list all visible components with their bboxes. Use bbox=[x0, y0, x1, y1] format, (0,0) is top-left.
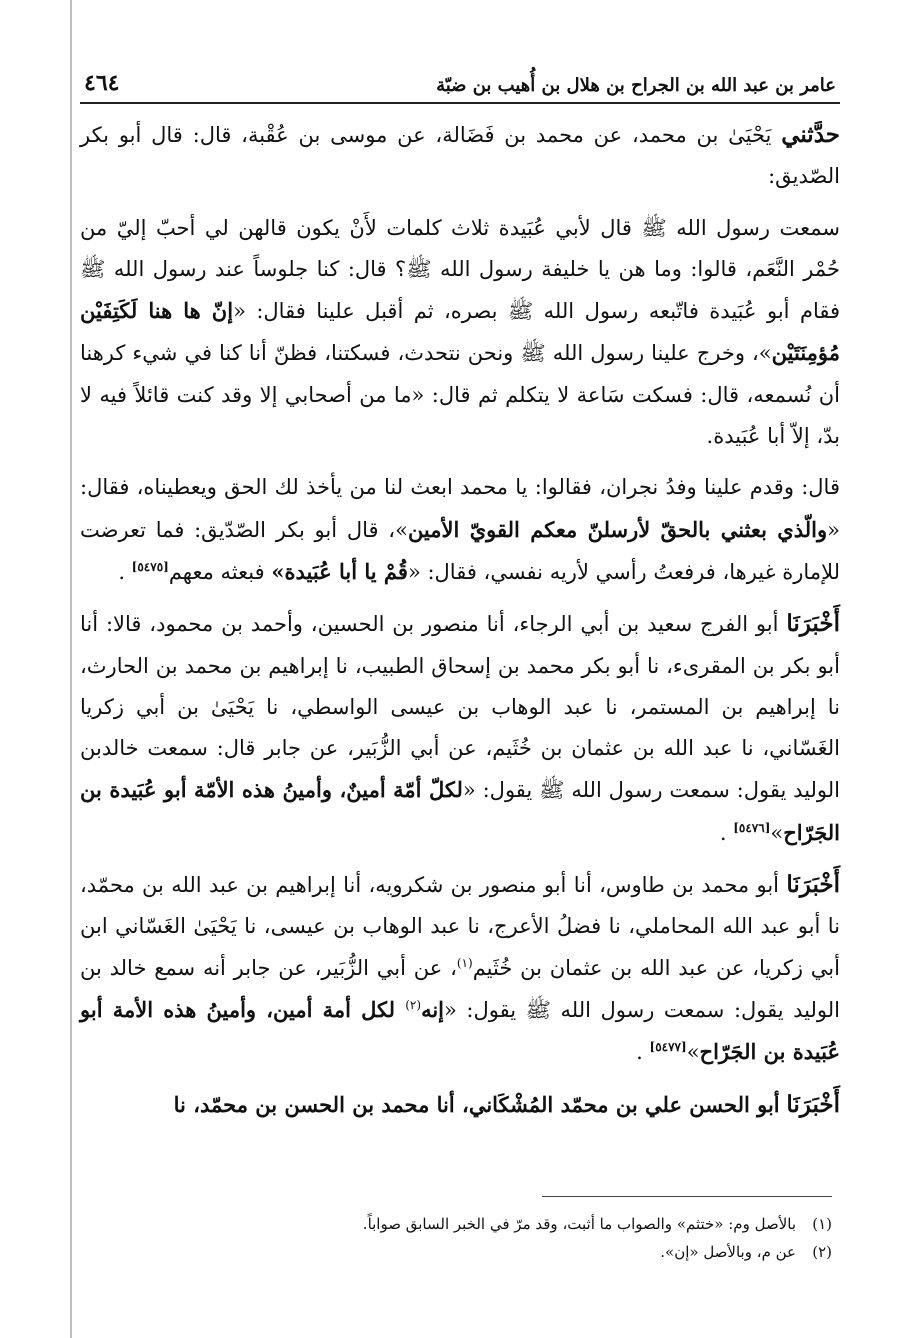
footnote-text: عن م، وبالأصل «إن». bbox=[660, 1243, 796, 1261]
paragraph-text: أبو محمد بن طاوس، أنا أبو منصور بن شكرويه، أنا إبراهيم بن عبد الله بن محمّد، نا أبو عبد الله المحاملي، نا فضلُ الأعرج، نا عبد الوهاب بن عيسى، نا يَحْيَىٰ الغَسّاني ابن أبي زكريا، عن عبد الله بن عثمان بن خُثَيم bbox=[80, 873, 840, 980]
page-number: ٤٦٤ bbox=[84, 70, 120, 96]
hadith-quote: قُمْ يا أبا عُبَيدة» bbox=[271, 558, 408, 584]
paragraph-text: ، عن أبي الزُّبَير، عن جابر أنه سمع خالد بن الوليد يقول: سمعت رسول الله ﷺ يقول: « bbox=[80, 955, 840, 1022]
footnote bbox=[112, 1210, 832, 1238]
paragraph-text: » bbox=[770, 820, 784, 845]
hadith-reference-number: [٥٤٧٧] bbox=[649, 1040, 687, 1055]
hadith-quote: أبو الحسن علي بن محمّد المُشْكَاني، أنا محمد بن الحسن بن محمّد، نا bbox=[173, 1091, 780, 1117]
page-content bbox=[80, 52, 840, 1136]
footnote-number: (١) bbox=[812, 1215, 832, 1233]
paragraph-lead: أَخْبَرَنَا bbox=[786, 610, 840, 638]
paragraph-lead: أَخْبَرَنَا bbox=[786, 1090, 840, 1118]
paragraph-text: يَحْيَىٰ بن محمد، عن محمد بن فَضَالة، عن موسى بن عُقْبة، قال: قال أبو بكر الصّديق: bbox=[80, 123, 840, 189]
paragraph: قال: وقدم علينا وفدُ نجران، فقالوا: يا محمد ابعث لنا من يأخذ لك الحق ويعطيناه، فقال: «والّذي بعثني بالحقّ لأرسلنّ معكم القويّ الأمين»، قال أبو بكر الصّدّيق: فما تعرضت للإمارة غيرها، فرفعتُ رأسي لأريه نفسي، فقال: «قُمْ يا أبا عُبَيدة» فبعثه معهم[٥٤٧٥] . bbox=[80, 475, 840, 584]
paragraph-text: أبو الفرج سعيد بن أبي الرجاء، أنا منصور بن الحسين، وأحمد بن محمود، قالا: أنا أبو بكر بن المقرىء، نا أبو بكر محمد بن إسحاق الطبيب، نا إبراهيم بن محمد بن الحارث، نا إبراهيم بن المستمر، نا عبد الوهاب بن عيسى الواسطي، نا يَحْيَىٰ بن أبي زكريا الغَسّاني، نا عبد الله بن عثمان بن خُثَيم، عن أبي الزُّبَير، عن جابر قال: سمعت خالدبن الوليد يقول: سمعت رسول الله ﷺ يقول: « bbox=[80, 612, 841, 803]
hadith-quote: إنّ ها هنا لَكَتِفَيْن مُؤمِنَتَيْن bbox=[80, 298, 840, 366]
hadith-reference-number: [٥٤٧٦] bbox=[733, 820, 771, 835]
footnote-marker: (١) bbox=[456, 955, 473, 970]
header-rule bbox=[80, 102, 840, 104]
footnote-text: بالأصل وم: «ختثم» والصواب ما أثبت، وقد مرّ في الخبر السابق صواباً. bbox=[362, 1215, 796, 1233]
paragraph bbox=[80, 114, 840, 198]
footnote-number: (٢) bbox=[812, 1243, 832, 1261]
paragraph-text: » bbox=[686, 1040, 700, 1065]
paragraph-text: »، قال أبو بكر الصّدّيق: فما تعرضت للإمارة غيرها، فرفعتُ رأسي لأريه نفسي، فقال: « bbox=[80, 517, 840, 584]
hadith-quote: إنه bbox=[421, 996, 445, 1022]
footnote bbox=[112, 1238, 832, 1266]
body-text bbox=[80, 114, 840, 1126]
paragraph-text: سمعت رسول الله ﷺ قال لأبي عُبَيدة ثلاث كلمات لأَنْ يكون قالهن لي أحبّ إليّ من حُمْر النَّعَم، قالوا: وما هن يا خليفة رسول الله ﷺ؟ قال: كنا جلوساً عند رسول الله ﷺ فقام أبو عُبَيدة فاتّبعه رسول الله ﷺ بصره، ثم أقبل علينا فقال: « bbox=[80, 215, 841, 324]
paragraph-text: »، وخرج علينا رسول الله ﷺ ونحن نتحدث، فسكتنا، فظنّ أنا كنا في شيء كرهنا أن نُسمعه، قال: فسكت سَاعة لا يتكلم ثم قال: «ما من أصحابي إلا وقد كنت قائلاً فيه لا بدّ، إلاّ أبا عُبَيدة. bbox=[80, 341, 840, 449]
footnotes bbox=[112, 1210, 832, 1266]
hadith-quote: والّذي بعثني بالحقّ لأرسلنّ معكم القويّ الأمين bbox=[407, 516, 828, 542]
paragraph-lead: حدَّثني bbox=[781, 121, 840, 148]
page-spine bbox=[70, 0, 72, 1338]
hadith-reference-number: [٥٤٧٥] bbox=[131, 559, 169, 574]
paragraph: أَخْبَرَنَا أبو الفرج سعيد بن أبي الرجاء، أنا منصور بن الحسين، وأحمد بن محمود، قالا: أنا أبو بكر بن المقرىء، نا أبو بكر محمد بن إسحاق الطبيب، نا إبراهيم بن محمد بن الحارث، نا إبراهيم بن المستمر، نا عبد الوهاب بن عيسى الواسطي، نا يَحْيَىٰ بن أبي زكريا الغَسّاني، نا عبد الله بن عثمان بن خُثَيم، عن أبي الزُّبَير، عن جابر قال: سمعت خالدبن الوليد يقول: سمعت رسول الله ﷺ يقول: «لكلّ أمّة أمينٌ، وأمينُ هذه الأمّة أبو عُبَيدة بن الجَرّاح»[٥٤٧٦] . bbox=[80, 610, 841, 845]
footnote-marker: (٢) bbox=[405, 997, 422, 1012]
paragraph bbox=[80, 208, 840, 458]
running-title: عامر بن عبد الله بن الجراح بن هلال بن أُهيب بن ضبّة bbox=[436, 75, 836, 96]
page-header bbox=[80, 52, 840, 96]
paragraph bbox=[80, 1084, 840, 1126]
footnote-rule bbox=[542, 1196, 832, 1197]
paragraph-lead: أَخْبَرَنَا bbox=[786, 871, 841, 899]
paragraph-text: فبعثه معهم bbox=[168, 559, 272, 584]
paragraph-text: قال: وقدم علينا وفدُ نجران، فقالوا: يا محمد ابعث لنا من يأخذ لك الحق ويعطيناه، فقال: « bbox=[80, 475, 840, 542]
hadith-quote: لكل أمة أمين، وأمينُ هذه الأمة أبو عُبَيدة بن الجَرّاح bbox=[80, 996, 840, 1065]
paragraph: أَخْبَرَنَا أبو محمد بن طاوس، أنا أبو منصور بن شكرويه، أنا إبراهيم بن عبد الله بن محمّد، نا أبو عبد الله المحاملي، نا فضلُ الأعرج، نا عبد الوهاب بن عيسى، نا يَحْيَىٰ الغَسّاني ابن أبي زكريا، عن عبد الله بن عثمان بن خُثَيم$^{(١)}$، عن أبي الزُّبَير، عن جابر أنه سمع خالد بن الوليد يقول: سمعت رسول الله ﷺ يقول: «إنه$^{(٢)}$ لكل أمة أمين، وأمينُ هذه الأمة أبو عُبَيدة بن الجَرّاح»[٥٤٧٧] . bbox=[80, 871, 841, 1065]
hadith-quote: لكلّ أمّة أمينٌ، وأمينُ هذه الأمّة أبو عُبَيدة بن الجَرّاح bbox=[80, 777, 840, 845]
